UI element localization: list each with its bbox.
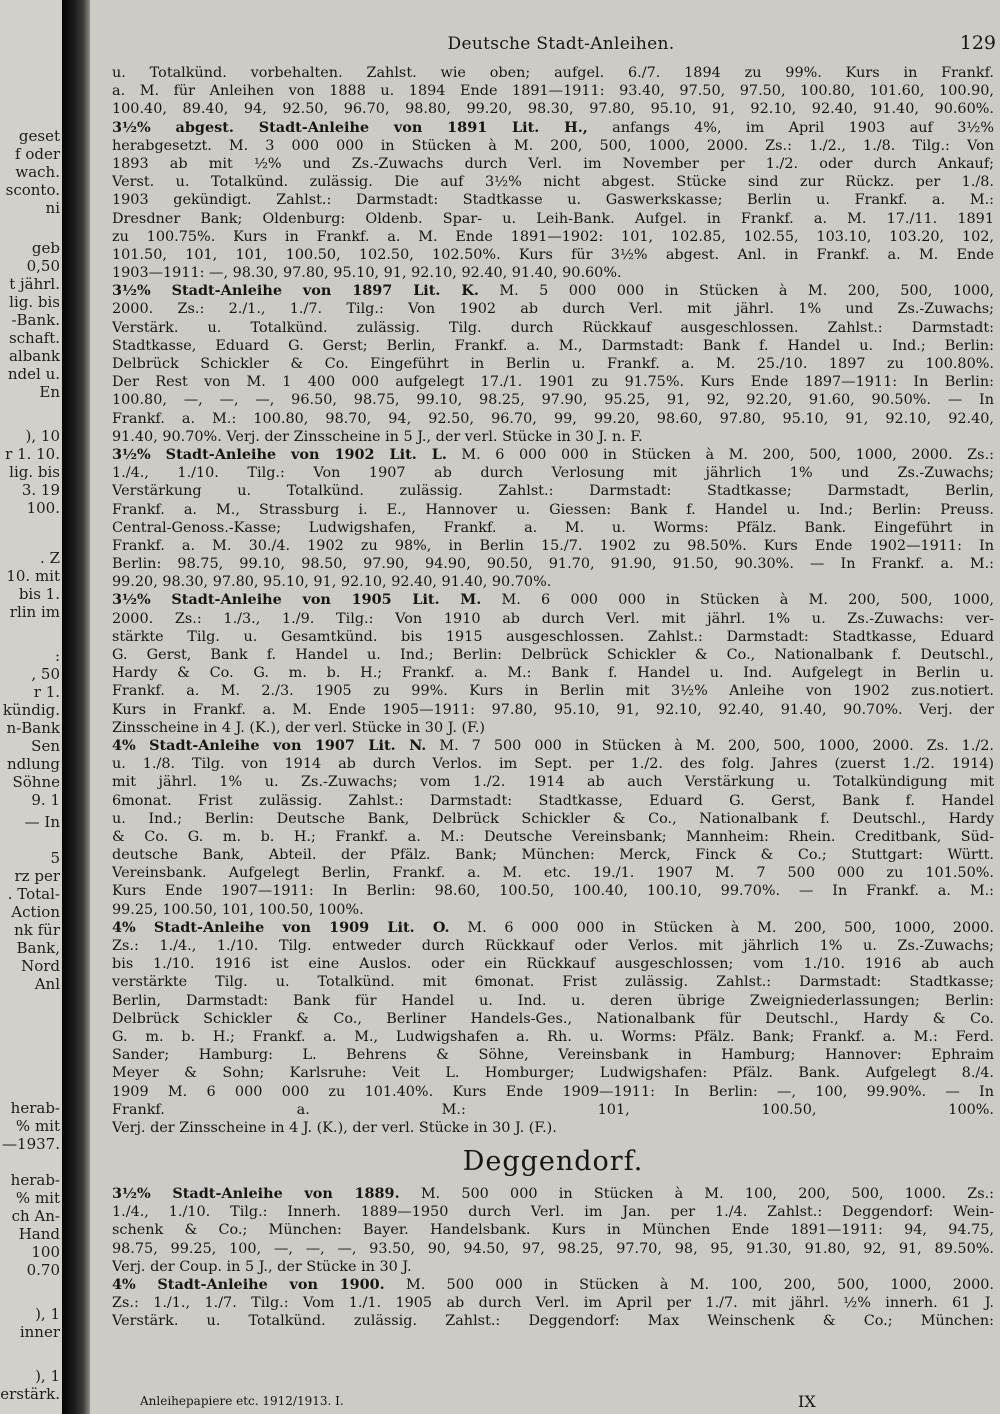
adjacent-page-text: 3. 19: [21, 481, 60, 499]
document-page: [90, 0, 1000, 1414]
adjacent-page-text: herab-: [10, 1171, 60, 1189]
text-line: [112, 1294, 994, 1312]
adjacent-page-text: lig. bis: [9, 293, 60, 311]
text-line: [112, 792, 994, 810]
line-text: M. 500 000 in Stücken à M. 100, 200, 500, 1000. Zs.:: [399, 1186, 994, 1203]
text-line: [112, 1064, 994, 1082]
text-line: [112, 1010, 994, 1028]
adjacent-page-text: —1937.: [2, 1135, 60, 1153]
page-title: Deutsche Stadt-Anleihen.: [447, 34, 675, 54]
adjacent-page-text: ), 1: [35, 1367, 60, 1385]
loan-title: 3½% Stadt-Anleihe von 1889.: [112, 1185, 400, 1203]
text-line: [112, 300, 994, 318]
text-line: [112, 992, 994, 1010]
adjacent-page-text: Nord: [21, 957, 60, 975]
text-line: [112, 1185, 994, 1203]
line-text: 1893 ab mit ½% und Zs.-Zuwachs durch Verl. im November per 1./2. oder durch Ankauf;: [112, 155, 994, 172]
adjacent-page-text: rlin im: [9, 603, 60, 621]
text-line: [112, 773, 994, 791]
text-line: [112, 591, 994, 609]
adjacent-page-text: ndlung: [7, 755, 60, 773]
adjacent-page-text: albank: [8, 347, 60, 365]
adjacent-page-text: ndel u.: [7, 365, 60, 383]
text-line: [112, 628, 994, 646]
adjacent-page-text: ch An-: [11, 1207, 60, 1225]
adjacent-page-text: erstärk.: [0, 1385, 60, 1403]
adjacent-page-text: Hand: [18, 1225, 60, 1243]
text-line: [112, 391, 994, 409]
line-text: Verst. u. Totalkünd. zulässig. Die auf 3½% nicht abgest. Stücke sind zur Rückz. per 1./8.: [112, 174, 994, 191]
adjacent-page-text: En: [39, 383, 60, 401]
line-text: M. 500 000 in Stücken à M. 100, 200, 500, 1000, 2000.: [384, 1277, 994, 1293]
text-line: [112, 119, 994, 137]
line-text: 2000. Zs.: 2./1., 1./7. Tilg.: Von 1902 ab durch Verl. mit jährl. 1% und Zs.-Zuwachs;: [112, 301, 994, 318]
adjacent-page-text: % mit: [15, 1189, 60, 1207]
adjacent-page-text: herab-: [10, 1099, 60, 1117]
text-line: [112, 1240, 994, 1258]
loan-title: 3½% Stadt-Anleihe von 1902 Lit. L.: [112, 445, 447, 463]
text-line: [112, 1312, 994, 1330]
text-line: [112, 428, 994, 446]
text-line: [112, 682, 994, 700]
adjacent-page-text: ), 1: [35, 1305, 60, 1323]
line-text: u. Totalkünd. vorbehalten. Zahlst. wie oben; aufgel. 6./7. 1894 zu 99%. Kurs in Frankf.: [112, 65, 994, 81]
line-text: Dresdner Bank; Oldenburg: Oldenb. Spar- u. Leih-Bank. Aufgel. in Frankf. a. M. 17./11. 1891: [112, 210, 994, 227]
line-text: Sander; Hamburg: L. Behrens & Söhne, Vereinsbank in Hamburg; Hannover: Ephraim: [112, 1047, 994, 1064]
text-line: [112, 701, 994, 719]
text-line: [112, 464, 994, 482]
line-text: Frankf. a. M.: 100.80, 98.70, 94, 92.50, 96.70, 99, 99.20, 98.60, 97.80, 95.10, 91, 92.10, 92.40,: [112, 410, 994, 427]
sheet-signature: IX: [798, 1392, 816, 1411]
line-text: schenk & Co.; München: Bayer. Handelsbank. Kurs in München Ende 1891—1911: 94, 94.75,: [112, 1222, 994, 1239]
text-line: [112, 264, 994, 282]
adjacent-page-text: geb: [31, 239, 60, 257]
adjacent-page-text: lig. bis: [9, 463, 60, 481]
line-text: mit jährl. 1% u. Zs.-Zuwachs; vom 1./2. 1914 ab auch Verstärkung u. Totalkündigung mit: [112, 774, 994, 791]
line-text: Zs.: 1./1., 1./7. Tilg.: Vom 1./1. 1905 ab durch Verl. im April per 1./7. mit jährl. ½% innerh. 61 J.: [112, 1295, 994, 1312]
adjacent-page-text: ), 10: [25, 427, 60, 445]
loan-title: 3½% Stadt-Anleihe von 1905 Lit. M.: [112, 591, 482, 609]
text-line: [112, 100, 994, 118]
text-line: [112, 282, 994, 300]
text-line: [112, 973, 994, 991]
adjacent-page-text: 100.: [26, 499, 60, 517]
text-line: [112, 191, 994, 209]
adjacent-page-text: ni: [45, 199, 60, 217]
adjacent-page-text: geset: [18, 127, 60, 145]
line-text: & Co. G. m. b. H.; Frankf. a. M.: Deutsche Vereinsbank; Mannheim: Rhein. Creditbank, Süd-: [112, 828, 994, 845]
adjacent-page-text: kündig.: [2, 701, 60, 719]
page-footer: [120, 1394, 1000, 1412]
line-text: herabgesetzt. M. 3 000 000 in Stücken à M. 200, 500, 1000, 2000. Zs.: 1./2., 1./8. Tilg.: Von: [112, 137, 994, 154]
line-text: 99.20, 98.30, 97.80, 95.10, 91, 92.10, 92.40, 91.40, 90.70%.: [112, 574, 552, 591]
line-text: Der Rest von M. 1 400 000 aufgelegt 17./1. 1901 zu 91.75%. Kurs Ende 1897—1911: In Berlin:: [112, 374, 994, 391]
adjacent-page-text: — In: [24, 813, 60, 831]
line-text: Verj. der Zinsscheine in 4 J. (K.), der verl. Stücke in 30 J. (F.).: [112, 1119, 557, 1136]
line-text: 1903—1911: —, 98.30, 97.80, 95.10, 91, 92.10, 92.40, 91.40, 90.60%.: [112, 265, 622, 282]
text-line: [112, 937, 994, 955]
line-text: 1./4., 1./10. Tilg.: Innerh. 1889—1950 durch Verl. im Jan. per 1./4. Zahlst.: Deggendorf: Wein-: [112, 1204, 994, 1221]
line-text: anfangs 4%, im April 1903 auf 3½%: [587, 119, 994, 136]
text-line: [112, 173, 994, 191]
line-text: 99.25, 100.50, 101, 100.50, 100%.: [112, 901, 364, 918]
loan-title: 4% Stadt-Anleihe von 1900.: [112, 1276, 385, 1293]
text-line: [112, 519, 994, 537]
line-text: 1909 M. 6 000 000 zu 101.40%. Kurs Ende 1909—1911: In Berlin: —, 100, 99.90%. — In: [112, 1083, 994, 1100]
line-text: u. Ind.; Berlin: Deutsche Bank, Delbrück Schickler & Co., Nationalbank f. Deutschl., Hardy: [112, 810, 994, 827]
line-text: M. 6 000 000 in Stücken à M. 200, 500, 1000,: [481, 592, 994, 609]
text-line: [112, 1028, 994, 1046]
text-line: [112, 846, 994, 864]
loan-title: 3½% Stadt-Anleihe von 1897 Lit. K.: [112, 282, 479, 300]
line-text: 91.40, 90.70%. Verj. der Zinsscheine in 5 J., der verl. Stücke in 30 J. n. F.: [112, 428, 643, 445]
page-header: [120, 30, 1000, 58]
text-line: [112, 737, 994, 755]
line-text: 1./4., 1./10. Tilg.: Von 1907 ab durch Verlosung mit jährlich 1% und Zs.-Zuwachs;: [112, 465, 994, 482]
text-line: [112, 755, 994, 773]
adjacent-page-text: Bank,: [16, 939, 60, 957]
line-text: Delbrück Schickler & Co., Berliner Handels-Ges., Nationalbank für Deutschl., Hardy & Co.: [112, 1010, 994, 1027]
line-text: 1903 gekündigt. Zahlst.: Darmstadt: Stadtkasse u. Gaswerkskasse; Berlin u. Frankf. a. M.:: [112, 192, 994, 209]
text-line: [112, 664, 994, 682]
text-line: [112, 64, 994, 82]
adjacent-page-text: r 1. 10.: [5, 445, 60, 463]
text-line: [112, 901, 994, 919]
adjacent-page-text: 9. 1: [31, 791, 60, 809]
line-text: 100.80, —, —, —, 96.50, 98.75, 99.10, 98.25, 97.90, 95.25, 91, 92, 92.20, 91.60, 90.50%. — In: [112, 392, 994, 409]
line-text: 100.40, 89.40, 94, 92.50, 96.70, 98.80, 99.20, 98.30, 97.80, 95.10, 91, 92.10, 92.40, 91.40, 90.60%.: [112, 101, 994, 118]
line-text: Stadtkasse, Eduard G. Gerst; Berlin, Frankf. a. M., Darmstadt: Bank f. Handel u. Ind.; Berlin:: [112, 337, 994, 354]
line-text: Verstärkung u. Totalkünd. zulässig. Zahlst.: Darmstadt: Stadtkasse; Darmstadt, Berlin,: [112, 483, 994, 500]
adjacent-page-text: 100: [31, 1243, 60, 1261]
adjacent-page-fragment: [0, 0, 62, 1414]
adjacent-page-text: Action: [11, 903, 60, 921]
line-text: 101.50, 101, 101, 100.50, 102.50, 102.50%. Kurs für 3½% abgest. Anl. in Frankf. a. M. Ende: [112, 246, 994, 263]
text-line: [112, 610, 994, 628]
line-text: Frankf. a. M. 2./3. 1905 zu 99%. Kurs in Berlin mit 3½% Anleihe von 1902 zus.notiert.: [112, 683, 994, 700]
adjacent-page-text: nk für: [14, 921, 60, 939]
text-line: [112, 446, 994, 464]
text-line: [112, 828, 994, 846]
text-line: [112, 319, 994, 337]
line-text: Kurs Ende 1907—1911: In Berlin: 98.60, 100.50, 100.40, 100.10, 99.70%. — In Frankf. a. M.:: [112, 883, 994, 900]
section-deggendorf: [112, 1185, 994, 1331]
text-line: [112, 1119, 994, 1137]
adjacent-page-text: Söhne: [12, 773, 60, 791]
text-line: [112, 810, 994, 828]
line-text: stärkte Tilg. u. Gesamtkünd. bis 1915 ausgeschlossen. Zahlst.: Darmstadt: Stadtkasse, Eduard: [112, 628, 994, 645]
line-text: Verstärk. u. Totalkünd. zulässig. Zahlst.: Deggendorf: Max Weinschenk & Co.; München:: [112, 1313, 994, 1330]
line-text: Zs.: 1./4., 1./10. Tilg. entweder durch Rückkauf oder Verlos. mit jährlich 1% u. Zs.-Zuwachs;: [112, 938, 994, 954]
line-text: Frankf. a. M., Strassburg i. E., Hannover u. Giessen: Bank f. Handel u. Ind.; Berlin: Preuss.: [112, 501, 994, 518]
adjacent-page-text: rz per: [14, 867, 60, 885]
line-text: u. 1./8. Tilg. von 1914 ab durch Verlos. im Sept. per 1./2. des folg. Jahres (zuerst 1./2. 1914): [112, 756, 994, 773]
adjacent-page-text: . Z: [40, 549, 60, 567]
line-text: bis 1./10. 1916 ist eine Auslos. oder ein Rückkauf ausgeschlossen; vom 1./10. 1916 ab auch: [112, 956, 994, 973]
line-text: Kurs in Frankf. a. M. Ende 1905—1911: 97.80, 95.10, 91, 92.10, 92.40, 91.40, 90.70%. Verj. der: [112, 701, 994, 718]
line-text: 98.75, 99.25, 100, —, —, —, 93.50, 90, 94.50, 97, 98.25, 97.70, 98, 95, 91.30, 91.80, 92, 91, 89.50%.: [112, 1240, 994, 1257]
text-line: [112, 537, 994, 555]
line-text: M. 5 000 000 in Stücken à M. 200, 500, 1000,: [478, 283, 994, 300]
text-line: [112, 137, 994, 155]
line-text: Vereinsbank. Aufgelegt Berlin, Frankf. a. M. etc. 19./1. 1907 M. 7 500 000 zu 101.50%.: [112, 865, 994, 882]
footer-publication: Anleihepapiere etc. 1912/1913. I.: [140, 1394, 344, 1408]
text-line: [112, 210, 994, 228]
adjacent-page-text: r 1.: [33, 683, 60, 701]
text-line: [112, 1101, 994, 1119]
text-line: [112, 882, 994, 900]
text-line: [112, 919, 994, 937]
text-line: [112, 355, 994, 373]
text-line: [112, 228, 994, 246]
line-text: G. m. b. H.; Frankf. a. M., Ludwigshafen a. Rh. u. Worms: Pfälz. Bank; Frankf. a. M.: Ferd.: [112, 1028, 994, 1045]
adjacent-page-text: , 50: [31, 665, 60, 683]
line-text: Zinsscheine in 4 J. (K.), der verl. Stücke in 30 J. (F.): [112, 719, 486, 736]
loan-title: 4% Stadt-Anleihe von 1907 Lit. N.: [112, 736, 427, 754]
adjacent-page-text: % mit: [15, 1117, 60, 1135]
text-line: [112, 555, 994, 573]
town-heading: Deggendorf.: [462, 1146, 644, 1178]
text-line: [112, 955, 994, 973]
text-line: [112, 1276, 994, 1294]
text-line: [112, 82, 994, 100]
text-line: [112, 1083, 994, 1101]
section-stadt-anleihen: [112, 64, 994, 1137]
adjacent-page-text: 0.70: [26, 1261, 60, 1279]
text-line: [112, 1258, 994, 1276]
line-text: G. Gerst, Bank f. Handel u. Ind.; Berlin: Delbrück Schickler & Co., Nationalbank f. Deutschl.,: [112, 647, 994, 663]
text-line: [112, 1221, 994, 1239]
line-text: zu 100.75%. Kurs in Frankf. a. M. Ende 1891—1902: 101, 102.85, 102.55, 103.10, 103.20, 102,: [112, 228, 994, 245]
line-text: Delbrück Schickler & Co. Eingeführt in Berlin u. Frankf. a. M. 25./10. 1897 zu 100.80%.: [112, 356, 994, 372]
text-line: [112, 482, 994, 500]
line-text: Frankf. a. M. 30./4. 1902 zu 98%, in Berlin 15./7. 1902 zu 98.50%. Kurs Ende 1902—1911: In: [112, 537, 994, 554]
line-text: 6monat. Frist zulässig. Zahlst.: Darmstadt: Stadtkasse, Eduard G. Gerst, Bank f. Handel: [112, 792, 994, 809]
adjacent-page-text: bis 1.: [18, 585, 60, 603]
loan-title: 3½% abgest. Stadt-Anleihe von 1891 Lit. H.,: [112, 118, 588, 136]
adjacent-page-text: :: [54, 647, 60, 665]
line-text: a. M. für Anleihen von 1888 u. 1894 Ende 1891—1911: 93.40, 97.50, 97.50, 100.80, 101.60, 100.90,: [112, 83, 994, 100]
adjacent-page-text: Anl: [34, 975, 60, 993]
text-line: [112, 1203, 994, 1221]
line-text: M. 6 000 000 in Stücken à M. 200, 500, 1000, 2000.: [449, 919, 994, 936]
line-text: Berlin: 98.75, 99.10, 98.50, 97.90, 94.90, 90.50, 91.70, 91.90, 91.50, 90.30%. — In Frankf. a. M.:: [112, 556, 994, 573]
line-text: deutsche Bank, Abteil. der Pfälz. Bank; München: Merck, Finck & Co.; Stuttgart: Württ.: [112, 847, 994, 864]
text-line: [112, 501, 994, 519]
text-line: [112, 337, 994, 355]
line-text: verstärkte Tilg. u. Totalkünd. mit 6monat. Frist zulässig. Zahlst.: Darmstadt: Stadtkasse;: [112, 974, 994, 991]
line-text: M. 6 000 000 in Stücken à M. 200, 500, 1000, 2000. Zs.:: [446, 446, 994, 463]
adjacent-page-text: t jährl.: [9, 275, 60, 293]
adjacent-page-text: inner: [19, 1323, 60, 1341]
text-line: [112, 719, 994, 737]
line-text: Verj. der Coup. in 5 J., der Stücke in 30 J.: [112, 1258, 412, 1275]
adjacent-page-text: n-Bank: [6, 719, 60, 737]
text-line: [112, 373, 994, 391]
book-gutter: [62, 0, 92, 1414]
line-text: 2000. Zs.: 1./3., 1./9. Tilg.: Von 1910 ab durch Verl. mit jährl. 1% u. Zs.-Zuwachs: ver-: [112, 610, 994, 627]
line-text: Frankf. a. M.: 101, 100.50, 100%.: [112, 1101, 994, 1118]
adjacent-page-text: -Bank.: [11, 311, 60, 329]
text-line: [112, 1046, 994, 1064]
adjacent-page-text: 5: [50, 849, 60, 867]
adjacent-page-text: schaft.: [8, 329, 60, 347]
text-line: [112, 646, 994, 664]
line-text: Hardy & Co. G. m. b. H.; Frankf. a. M.: Bank f. Handel u. Ind. Aufgelegt in Berlin u.: [112, 665, 994, 682]
adjacent-page-text: sconto.: [5, 181, 60, 199]
adjacent-page-text: 10. mit: [6, 567, 60, 585]
line-text: Central-Genoss.-Kasse; Ludwigshafen, Frankf. a. M. u. Worms: Pfälz. Bank. Eingeführt in: [112, 519, 994, 536]
page-body: [112, 64, 994, 1331]
loan-title: 4% Stadt-Anleihe von 1909 Lit. O.: [112, 918, 450, 936]
text-line: [112, 410, 994, 428]
adjacent-page-text: Sen: [31, 737, 60, 755]
text-line: [112, 864, 994, 882]
adjacent-page-text: 0,50: [26, 257, 60, 275]
line-text: Meyer & Sohn; Karlsruhe: Veit L. Homburger; Ludwigshafen: Pfälz. Bank. Aufgelegt 8./4.: [112, 1065, 994, 1082]
text-line: [112, 246, 994, 264]
text-line: [112, 573, 994, 591]
page-number: 129: [959, 32, 996, 54]
adjacent-page-text: wach.: [15, 163, 60, 181]
adjacent-page-text: . Total-: [7, 885, 60, 903]
text-line: [112, 155, 994, 173]
line-text: Berlin, Darmstadt: Bank für Handel u. Ind. u. deren übrige Zweigniederlassungen; Berlin:: [112, 992, 994, 1009]
adjacent-page-text: f oder: [15, 145, 60, 163]
line-text: M. 7 500 000 in Stücken à M. 200, 500, 1000, 2000. Zs. 1./2.: [426, 737, 994, 754]
line-text: Verstärk. u. Totalkünd. zulässig. Tilg. durch Rückkauf ausgeschlossen. Zahlst.: Darmstadt:: [112, 319, 994, 336]
